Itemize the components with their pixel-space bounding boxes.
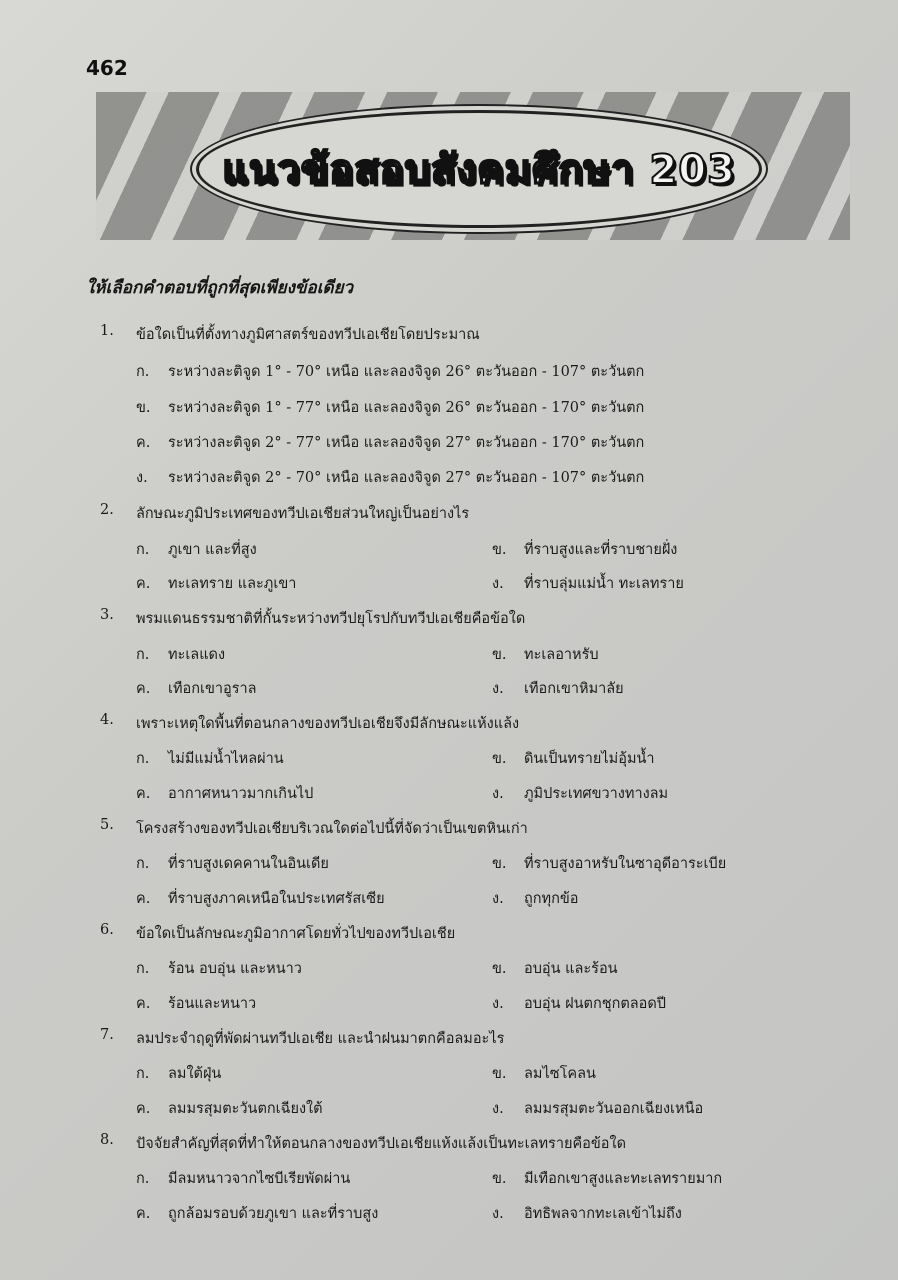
question-number: 6. — [100, 922, 114, 938]
option-c: ค. ลมมรสุมตะวันตกเฉียงใต้ — [136, 1101, 323, 1117]
question-number: 4. — [100, 712, 114, 728]
option-c: ค. ร้อนและหนาว — [136, 996, 257, 1012]
option-d: ง. ถูกทุกข้อ — [492, 891, 579, 907]
question-text: ปัจจัยสำคัญที่สุดที่ทำให้ตอนกลางของทวีปเอเชียแห้งแล้งเป็นทะเลทรายคือข้อใด — [136, 1136, 627, 1152]
question-number: 1. — [100, 323, 114, 339]
option-d: ง. เทือกเขาหิมาลัย — [492, 681, 624, 697]
option-d: ง. ที่ราบลุ่มแม่น้ำ ทะเลทราย — [492, 576, 684, 592]
option-c: ค. ถูกล้อมรอบด้วยภูเขา และที่ราบสูง — [136, 1206, 379, 1222]
question-number: 7. — [100, 1027, 114, 1043]
option-a: ก. ลมใต้ฝุ่น — [136, 1066, 222, 1082]
option-a: ก. มีลมหนาวจากไซบีเรียพัดผ่าน — [136, 1171, 351, 1187]
option-c: ค. ทะเลทราย และภูเขา — [136, 576, 297, 592]
question-number: 2. — [100, 502, 114, 518]
banner-title: แนวข้อสอบสังคมศึกษา 203 — [222, 147, 736, 193]
question-text: ข้อใดเป็นที่ตั้งทางภูมิศาสตร์ของทวีปเอเชียโดยประมาณ — [136, 327, 480, 343]
option-d: ง. ลมมรสุมตะวันออกเฉียงเหนือ — [492, 1101, 704, 1117]
option-d: ง. ภูมิประเทศขวางทางลม — [492, 786, 669, 802]
question-number: 3. — [100, 607, 114, 623]
option-d: ง. ระหว่างละติจูด 2° - 70° เหนือ และลองจิจูด 27° ตะวันออก - 107° ตะวันตก — [136, 470, 645, 486]
option-a: ก. ไม่มีแม่น้ำไหลผ่าน — [136, 751, 284, 767]
option-b: ข. ลมไซโคลน — [492, 1066, 596, 1082]
page-number: 462 — [86, 56, 128, 80]
option-c: ค. อากาศหนาวมากเกินไป — [136, 786, 314, 802]
option-a: ก. ระหว่างละติจูด 1° - 70° เหนือ และลองจิจูด 26° ตะวันออก - 107° ตะวันตก — [136, 364, 645, 380]
option-d: ง. อบอุ่น ฝนตกชุกตลอดปี — [492, 996, 666, 1012]
option-a: ก. ทะเลแดง — [136, 647, 226, 663]
option-a: ก. ร้อน อบอุ่น และหนาว — [136, 961, 302, 977]
question-number: 8. — [100, 1132, 114, 1148]
instruction: ให้เลือกคำตอบที่ถูกที่สุดเพียงข้อเดียว — [86, 278, 354, 298]
option-b: ข. ที่ราบสูงอาหรับในซาอุดีอาระเบีย — [492, 856, 727, 872]
option-c: ค. ที่ราบสูงภาคเหนือในประเทศรัสเซีย — [136, 891, 385, 907]
option-b: ข. มีเทือกเขาสูงและทะเลทรายมาก — [492, 1171, 723, 1187]
option-b: ข. ที่ราบสูงและที่ราบชายฝั่ง — [492, 542, 678, 558]
question-text: ลมประจำฤดูที่พัดผ่านทวีปเอเชีย และนำฝนมาตกคือลมอะไร — [136, 1031, 505, 1047]
question-text: พรมแดนธรรมชาติที่กั้นระหว่างทวีปยุโรปกับทวีปเอเชียคือข้อใด — [136, 611, 526, 627]
option-a: ก. ที่ราบสูงเดคคานในอินเดีย — [136, 856, 329, 872]
option-b: ข. ดินเป็นทรายไม่อุ้มน้ำ — [492, 751, 655, 767]
question-text: เพราะเหตุใดพื้นที่ตอนกลางของทวีปเอเชียจึงมีลักษณะแห้งแล้ง — [136, 716, 520, 732]
question-number: 5. — [100, 817, 114, 833]
option-b: ข. ระหว่างละติจูด 1° - 77° เหนือ และลองจิจูด 26° ตะวันออก - 170° ตะวันตก — [136, 400, 645, 416]
option-c: ค. ระหว่างละติจูด 2° - 77° เหนือ และลองจิจูด 27° ตะวันออก - 170° ตะวันตก — [136, 435, 645, 451]
option-b: ข. ทะเลอาหรับ — [492, 647, 599, 663]
option-a: ก. ภูเขา และที่สูง — [136, 542, 257, 558]
question-text: โครงสร้างของทวีปเอเชียบริเวณใดต่อไปนี้ที่จัดว่าเป็นเขตหินเก่า — [136, 821, 528, 837]
option-b: ข. อบอุ่น และร้อน — [492, 961, 618, 977]
question-text: ลักษณะภูมิประเทศของทวีปเอเชียส่วนใหญ่เป็นอย่างไร — [136, 506, 470, 522]
question-text: ข้อใดเป็นลักษณะภูมิอากาศโดยทั่วไปของทวีปเอเชีย — [136, 926, 456, 942]
option-d: ง. อิทธิพลจากทะเลเข้าไม่ถึง — [492, 1206, 682, 1222]
title-banner — [196, 110, 762, 228]
option-c: ค. เทือกเขาอูราล — [136, 681, 257, 697]
